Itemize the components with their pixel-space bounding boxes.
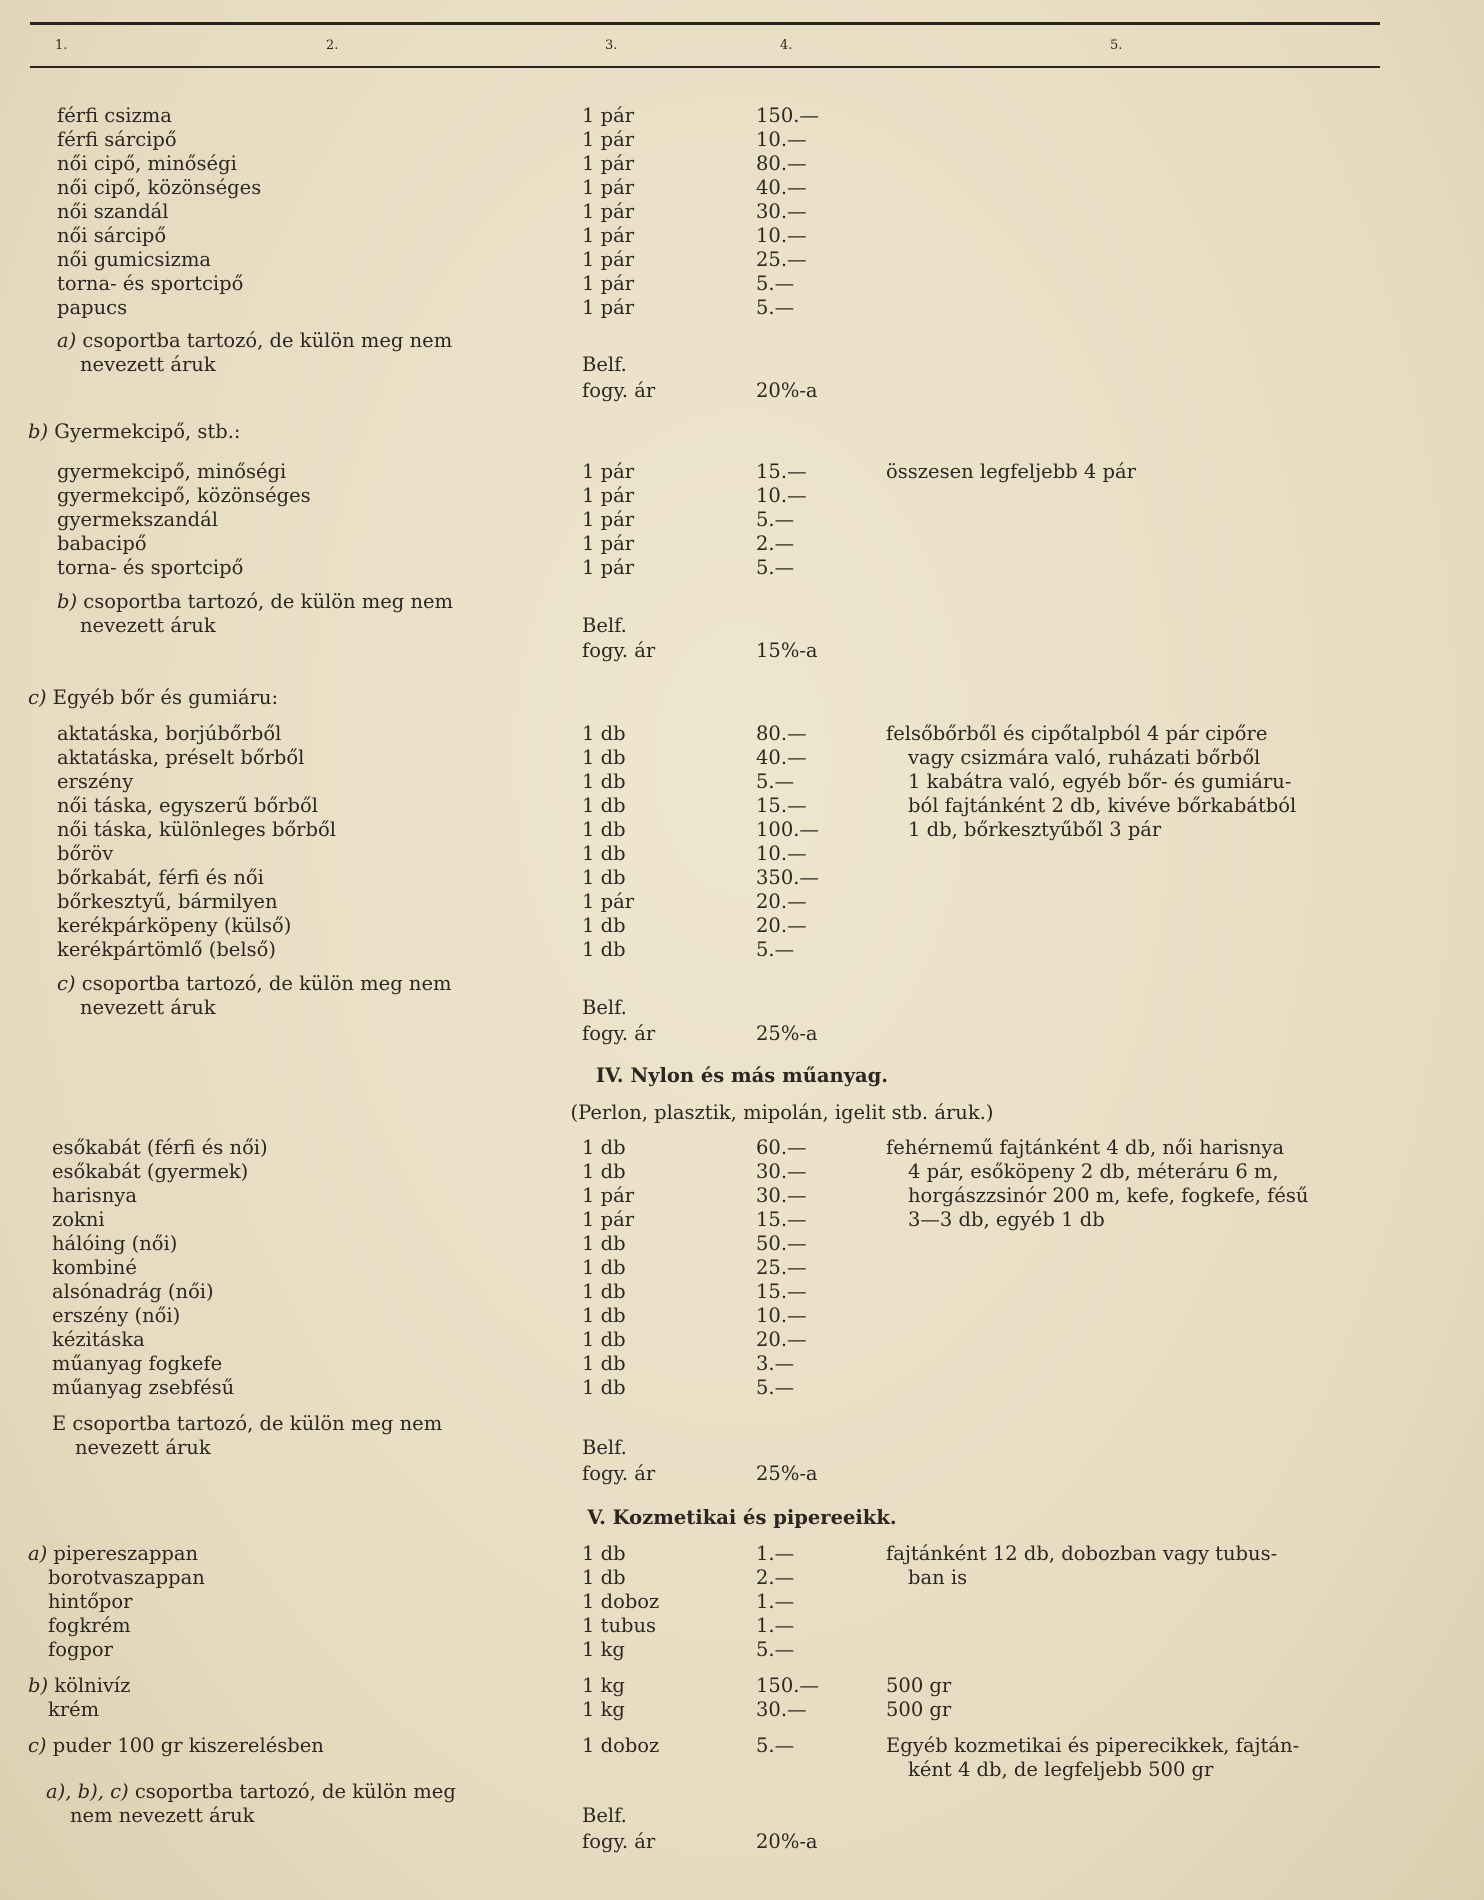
- item-value: 150.—: [756, 1674, 819, 1697]
- item-unit: 1 db: [582, 938, 626, 961]
- item-value: 3.—: [756, 1352, 795, 1375]
- item-name: hintőpor: [48, 1590, 133, 1613]
- item-name: férfi sárcipő: [57, 128, 177, 151]
- table-row: [0, 1674, 1484, 1698]
- item-value: 5.—: [756, 296, 795, 319]
- note-text: 500 gr: [886, 1698, 952, 1721]
- note-line: ként 4 db, de legfeljebb 500 gr: [908, 1758, 1214, 1781]
- table-row: [0, 248, 1484, 272]
- section-heading: [0, 420, 1484, 444]
- item-unit: 1 pár: [582, 176, 635, 199]
- group-other-line: [0, 329, 1484, 353]
- item-name: puder 100 gr kiszerelésben: [46, 1734, 324, 1757]
- item-name: borotvaszappan: [48, 1566, 205, 1589]
- item-value: 1.—: [756, 1542, 795, 1565]
- item-unit: 1 db: [582, 746, 626, 769]
- item-unit: 1 pár: [582, 296, 635, 319]
- item-unit: 1 kg: [582, 1698, 625, 1721]
- note-line: fehérnemű fajtánként 4 db, női harisnya: [886, 1136, 1285, 1159]
- header-col-3: 3.: [605, 38, 618, 53]
- item-name: kerékpártömlő (belső): [57, 938, 276, 961]
- item-unit: Belf.: [582, 996, 627, 1019]
- item-name: férfi csizma: [57, 104, 172, 127]
- item-value: 150.—: [756, 104, 819, 127]
- item-value: 80.—: [756, 722, 807, 745]
- item-value: 20.—: [756, 1328, 807, 1351]
- item-unit: 1 pár: [582, 104, 635, 127]
- heading-text: Egyéb bőr és gumiáru:: [46, 686, 279, 709]
- item-unit: fogy. ár: [582, 1022, 656, 1045]
- group-other-line: [0, 1412, 1484, 1436]
- item-unit: 1 db: [582, 1304, 626, 1327]
- group-other-line: [0, 1780, 1484, 1804]
- item-value: 1.—: [756, 1614, 795, 1637]
- group-other-line: [0, 379, 1484, 403]
- item-unit: 1 db: [582, 866, 626, 889]
- item-unit: 1 db: [582, 1136, 626, 1159]
- item-unit: 1 pár: [582, 556, 635, 579]
- item-unit: 1 pár: [582, 272, 635, 295]
- top-rule: [30, 22, 1380, 25]
- item-name: torna- és sportcipő: [57, 272, 244, 295]
- item-value: 5.—: [756, 1376, 795, 1399]
- table-row: [0, 152, 1484, 176]
- item-unit: 1 db: [582, 1566, 626, 1589]
- item-unit: 1 pár: [582, 460, 635, 483]
- table-row: [0, 842, 1484, 866]
- group-prefix: a): [57, 329, 77, 352]
- group-prefix: a), b), c): [46, 1780, 129, 1803]
- item-name: papucs: [57, 296, 128, 319]
- group-other-line: [0, 1462, 1484, 1486]
- item-value: 10.—: [756, 842, 807, 865]
- item-name: babacipő: [57, 532, 147, 555]
- item-name: műanyag fogkefe: [52, 1352, 223, 1375]
- item-unit: 1 pár: [582, 890, 635, 913]
- item-value: 25.—: [756, 1256, 807, 1279]
- item-value: 15.—: [756, 460, 807, 483]
- item-unit: Belf.: [582, 614, 627, 637]
- section-title: V. Kozmetikai és pipereeikk.: [587, 1506, 897, 1529]
- item-value: 20%-a: [756, 1830, 818, 1853]
- table-row: [0, 890, 1484, 914]
- note-block: [886, 1136, 1376, 1232]
- note-text: összesen legfeljebb 4 pár: [886, 460, 1136, 483]
- item-value: 15.—: [756, 1280, 807, 1303]
- table-row: [0, 1232, 1484, 1256]
- item-value: 20%-a: [756, 379, 818, 402]
- note-line: ban is: [908, 1566, 968, 1589]
- item-name: esőkabát (gyermek): [52, 1160, 249, 1183]
- item-value: 30.—: [756, 200, 807, 223]
- section-subtitle: (Perlon, plasztik, mipolán, igelit stb. áruk.): [570, 1101, 994, 1124]
- item-unit: fogy. ár: [582, 639, 656, 662]
- item-value: 25.—: [756, 248, 807, 271]
- item-unit: 1 kg: [582, 1638, 625, 1661]
- item-value: 40.—: [756, 176, 807, 199]
- item-name: fogpor: [48, 1638, 113, 1661]
- table-row: [0, 1328, 1484, 1352]
- item-name: aktatáska, borjúbőrből: [57, 722, 282, 745]
- item-name: krém: [48, 1698, 100, 1721]
- note-line: 3—3 db, egyéb 1 db: [908, 1208, 1105, 1231]
- item-name: gyermekszandál: [57, 508, 219, 531]
- note-block: [886, 1542, 1376, 1590]
- item-value: 50.—: [756, 1232, 807, 1255]
- table-row: [0, 866, 1484, 890]
- group-other-line: [0, 590, 1484, 614]
- item-unit: fogy. ár: [582, 379, 656, 402]
- note-line: 1 kabátra való, egyéb bőr- és gumiáru-: [908, 770, 1292, 793]
- item-name: bőrkabát, férfi és női: [57, 866, 264, 889]
- item-value: 2.—: [756, 532, 795, 555]
- group-text: csoportba tartozó, de külön meg: [128, 1780, 456, 1803]
- item-unit: 1 db: [582, 914, 626, 937]
- group-text: csoportba tartozó, de külön meg nem: [77, 590, 454, 613]
- note-line: 1 db, bőrkesztyűből 3 pár: [908, 818, 1162, 841]
- item-value: 1.—: [756, 1590, 795, 1613]
- item-name: aktatáska, préselt bőrből: [57, 746, 305, 769]
- item-name: torna- és sportcipő: [57, 556, 244, 579]
- table-row: [0, 1638, 1484, 1662]
- item-unit: 1 doboz: [582, 1734, 660, 1757]
- group-other-line: [0, 1436, 1484, 1460]
- section-heading: [0, 686, 1484, 710]
- item-value: 10.—: [756, 128, 807, 151]
- item-unit: Belf.: [582, 1436, 627, 1459]
- item-unit: 1 db: [582, 1328, 626, 1351]
- item-value: 10.—: [756, 484, 807, 507]
- item-value: 5.—: [756, 272, 795, 295]
- item-value: 5.—: [756, 1734, 795, 1757]
- item-value: 20.—: [756, 914, 807, 937]
- table-row: [0, 1304, 1484, 1328]
- item-unit: 1 db: [582, 1160, 626, 1183]
- item-value: 60.—: [756, 1136, 807, 1159]
- item-name: női táska, egyszerű bőrből: [57, 794, 318, 817]
- group-other-line: [0, 353, 1484, 377]
- header-col-5: 5.: [1110, 38, 1123, 53]
- item-name: fogkrém: [48, 1614, 131, 1637]
- note-line: ból fajtánként 2 db, kivéve bőrkabátból: [908, 794, 1297, 817]
- item-name: női sárcipő: [57, 224, 167, 247]
- table-row: [0, 128, 1484, 152]
- item-unit: 1 pár: [582, 532, 635, 555]
- heading-text: Gyermekcipő, stb.:: [48, 420, 241, 443]
- table-row: [0, 508, 1484, 532]
- note-line: felsőbőrből és cipőtalpból 4 pár cipőre: [886, 722, 1268, 745]
- item-unit: 1 pár: [582, 200, 635, 223]
- table-row: [0, 1698, 1484, 1722]
- table-row: [0, 938, 1484, 962]
- item-name: harisnya: [52, 1184, 137, 1207]
- table-row: [0, 296, 1484, 320]
- item-value: 5.—: [756, 556, 795, 579]
- item-unit: 1 pár: [582, 128, 635, 151]
- item-value: 20.—: [756, 890, 807, 913]
- table-row: [0, 1376, 1484, 1400]
- table-row: [0, 104, 1484, 128]
- item-value: 10.—: [756, 224, 807, 247]
- item-value: 25%-a: [756, 1462, 818, 1485]
- table-row: [0, 200, 1484, 224]
- item-name: esőkabát (férfi és női): [52, 1136, 268, 1159]
- item-prefix: c): [28, 1734, 47, 1757]
- item-name: hálóing (női): [52, 1232, 178, 1255]
- group-text: nem nevezett áruk: [70, 1804, 255, 1827]
- item-unit: 1 db: [582, 1542, 626, 1565]
- item-value: 15.—: [756, 1208, 807, 1231]
- item-name: kézitáska: [52, 1328, 145, 1351]
- item-unit: 1 pár: [582, 1184, 635, 1207]
- table-row: [0, 532, 1484, 556]
- item-value: 100.—: [756, 818, 819, 841]
- table-row: [0, 1256, 1484, 1280]
- note-block: [886, 722, 1376, 842]
- item-name: erszény (női): [52, 1304, 181, 1327]
- item-unit: 1 pár: [582, 508, 635, 531]
- group-text: csoportba tartozó, de külön meg nem: [76, 329, 453, 352]
- note-line: 4 pár, esőköpeny 2 db, méteráru 6 m,: [908, 1160, 1279, 1183]
- note-block: [886, 1734, 1376, 1782]
- group-other-line: [0, 1804, 1484, 1828]
- item-name: gyermekcipő, közönséges: [57, 484, 311, 507]
- item-name: pipereszappan: [47, 1542, 199, 1565]
- item-value: 2.—: [756, 1566, 795, 1589]
- item-name: női táska, különleges bőrből: [57, 818, 336, 841]
- item-unit: 1 tubus: [582, 1614, 657, 1637]
- item-value: 30.—: [756, 1184, 807, 1207]
- table-row: [0, 556, 1484, 580]
- item-unit: 1 db: [582, 818, 626, 841]
- header-col-2: 2.: [326, 38, 339, 53]
- note-line: horgászzsinór 200 m, kefe, fogkefe, fésű: [908, 1184, 1309, 1207]
- table-row: [0, 1614, 1484, 1638]
- table-row: [0, 1280, 1484, 1304]
- group-other-line: [0, 996, 1484, 1020]
- item-unit: 1 pár: [582, 1208, 635, 1231]
- note-text: 500 gr: [886, 1674, 952, 1697]
- item-name: kombiné: [52, 1256, 137, 1279]
- item-value: 30.—: [756, 1698, 807, 1721]
- group-other-line: [0, 1022, 1484, 1046]
- item-name: női gumicsizma: [57, 248, 212, 271]
- header-col-4: 4.: [780, 38, 793, 53]
- item-name: bőröv: [57, 842, 114, 865]
- item-value: 25%-a: [756, 1022, 818, 1045]
- item-name: női szandál: [57, 200, 169, 223]
- item-unit: 1 db: [582, 770, 626, 793]
- item-unit: fogy. ár: [582, 1462, 656, 1485]
- header-col-1: 1.: [55, 38, 68, 53]
- item-value: 5.—: [756, 1638, 795, 1661]
- table-row: [0, 1590, 1484, 1614]
- item-unit: 1 db: [582, 1232, 626, 1255]
- item-value: 15%-a: [756, 639, 818, 662]
- item-name: műanyag zsebfésű: [52, 1376, 235, 1399]
- group-other-line: [0, 972, 1484, 996]
- item-value: 350.—: [756, 866, 819, 889]
- item-name: kerékpárköpeny (külső): [57, 914, 292, 937]
- item-name: bőrkesztyű, bármilyen: [57, 890, 278, 913]
- item-unit: 1 db: [582, 1352, 626, 1375]
- table-row: [0, 176, 1484, 200]
- table-row: [0, 460, 1484, 484]
- item-unit: 1 db: [582, 722, 626, 745]
- item-prefix: a): [28, 1542, 48, 1565]
- item-name: női cipő, minőségi: [57, 152, 237, 175]
- item-value: 10.—: [756, 1304, 807, 1327]
- item-value: 15.—: [756, 794, 807, 817]
- item-value: 5.—: [756, 938, 795, 961]
- item-unit: 1 pár: [582, 484, 635, 507]
- group-text: nevezett áruk: [75, 1436, 211, 1459]
- header-rule: [30, 66, 1380, 68]
- group-prefix: b): [57, 590, 78, 613]
- item-name: kölnivíz: [48, 1674, 131, 1697]
- heading-prefix: b): [28, 420, 49, 443]
- item-value: 30.—: [756, 1160, 807, 1183]
- item-value: 5.—: [756, 508, 795, 531]
- table-row: [0, 272, 1484, 296]
- group-other-line: [0, 1830, 1484, 1854]
- item-unit: fogy. ár: [582, 1830, 656, 1853]
- item-unit: 1 pár: [582, 248, 635, 271]
- section-title: IV. Nylon és más műanyag.: [595, 1064, 889, 1087]
- note-line: fajtánként 12 db, dobozban vagy tubus-: [886, 1542, 1278, 1565]
- item-unit: 1 doboz: [582, 1590, 660, 1613]
- item-unit: 1 pár: [582, 152, 635, 175]
- group-other-line: [0, 639, 1484, 663]
- item-unit: 1 db: [582, 1280, 626, 1303]
- group-text: nevezett áruk: [80, 996, 216, 1019]
- table-row: [0, 1352, 1484, 1376]
- table-row: [0, 224, 1484, 248]
- item-unit: 1 db: [582, 794, 626, 817]
- note-line: Egyéb kozmetikai és piperecikkek, fajtán-: [886, 1734, 1300, 1757]
- table-row: [0, 484, 1484, 508]
- group-text: nevezett áruk: [80, 614, 216, 637]
- group-text: nevezett áruk: [80, 353, 216, 376]
- item-unit: Belf.: [582, 353, 627, 376]
- item-value: 40.—: [756, 746, 807, 769]
- item-name: női cipő, közönséges: [57, 176, 262, 199]
- item-unit: 1 db: [582, 1376, 626, 1399]
- item-name: erszény: [57, 770, 134, 793]
- item-unit: 1 pár: [582, 224, 635, 247]
- item-value: 80.—: [756, 152, 807, 175]
- item-value: 5.—: [756, 770, 795, 793]
- group-text: E csoportba tartozó, de külön meg nem: [52, 1412, 443, 1435]
- item-name: alsónadrág (női): [52, 1280, 214, 1303]
- item-unit: 1 db: [582, 842, 626, 865]
- item-unit: Belf.: [582, 1804, 627, 1827]
- heading-prefix: c): [28, 686, 47, 709]
- table-row: [0, 914, 1484, 938]
- item-unit: 1 db: [582, 1256, 626, 1279]
- item-name: zokni: [52, 1208, 105, 1231]
- group-other-line: [0, 614, 1484, 638]
- item-unit: 1 kg: [582, 1674, 625, 1697]
- item-prefix: b): [28, 1674, 49, 1697]
- group-text: csoportba tartozó, de külön meg nem: [75, 972, 452, 995]
- item-name: gyermekcipő, minőségi: [57, 460, 287, 483]
- note-line: vagy csizmára való, ruházati bőrből: [908, 746, 1261, 769]
- group-prefix: c): [57, 972, 76, 995]
